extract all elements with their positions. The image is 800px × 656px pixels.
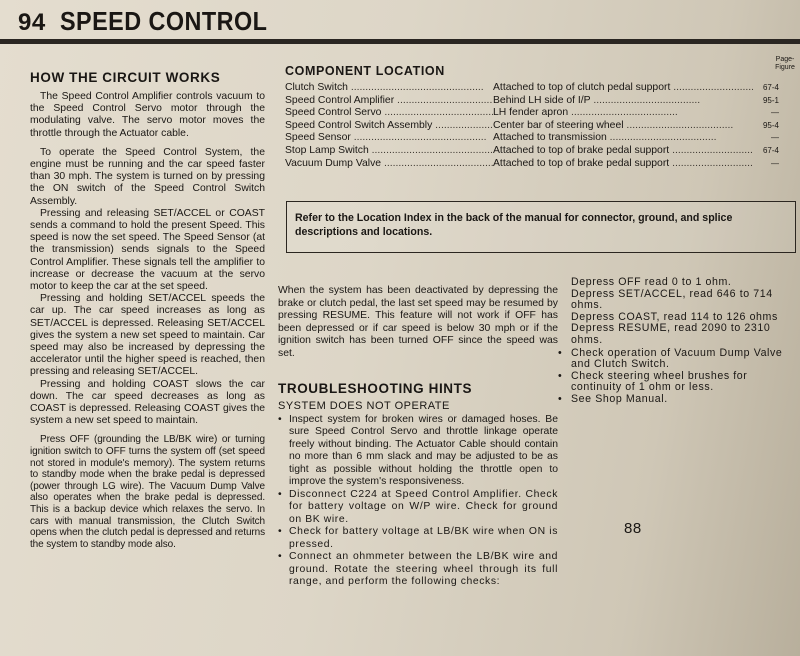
how-paragraph-4: Pressing and holding SET/ACCEL speeds the car up. The car speed increases as long as SET/ACCEL is depressed. Releasing SET/ACCEL gives the system a new set speed to maintain. Car speed may also be increased by depressing the accelerator until the higher speed is reached, then pressing and releasing SET/ACCEL. xyxy=(30,293,265,378)
how-paragraph-5: Pressing and holding COAST slows the car down. The car speed decreases as long as COAST is depressed. Releasing COAST gives the system a new set speed to maintain. xyxy=(30,378,265,427)
component-location: Attached to transmission ..... xyxy=(493,132,753,145)
component-name: Stop Lamp Switch ..... xyxy=(285,145,493,158)
table-row xyxy=(285,145,790,158)
how-circuit-works-column xyxy=(30,70,265,550)
component-location: LH fender apron ..... xyxy=(493,107,753,120)
check-line: Depress RESUME, read 2090 to 2310 xyxy=(571,322,771,335)
how-paragraph-3: Pressing and releasing SET/ACCEL or COAST sends a command to hold the present Speed. This speed is now the set speed. The Speed Sensor (at the transmission) sends signals to the Speed Control Amplifier. These signals tell the amplifier to increase or decrease the vacuum at the servo motor to keep the car at the set speed. xyxy=(30,207,265,293)
component-page: — xyxy=(771,108,779,118)
ohmmeter-checks-column xyxy=(558,277,798,406)
resume-and-troubleshooting-column xyxy=(278,285,558,589)
component-name: Clutch Switch ..... xyxy=(285,82,493,95)
check-line: ohms. xyxy=(571,333,603,346)
table-row xyxy=(285,95,790,108)
troubleshooting-heading: TROUBLESHOOTING HINTS xyxy=(278,380,473,396)
list-item: • Inspect system for broken wires or damaged hoses. Be sure Speed Control Servo and throttle linkage operate freely without binding. The Actuator Cable should contain no more than 6 mm slack and may be adjusted to be as tight as possible without holding the throttle open to improve the system's responsiveness. xyxy=(278,414,558,489)
table-row xyxy=(285,107,790,120)
component-page: — xyxy=(771,158,779,168)
page-number: 94 xyxy=(18,9,46,36)
how-paragraph-2: To operate the Speed Control System, the engine must be running and the car speed faster than 30 mph. The system is turned on by pressing the ON switch of the Speed Control Switch Assembly. xyxy=(30,146,265,207)
list-item: • Connect an ohmmeter between the LB/BK wire and ground. Rotate the steering wheel through its full range, and perform the following checks: xyxy=(278,551,558,589)
check-line: ohms. xyxy=(571,299,603,312)
list-item: • Check operation of Vacuum Dump Valve and Clutch Switch. xyxy=(558,348,798,371)
component-location-heading: COMPONENT LOCATION xyxy=(285,64,445,78)
component-page: 67-4 xyxy=(762,83,779,92)
how-paragraph-1: The Speed Control Amplifier controls vacuum to the Speed Control Servo motor through the modulating valve. The servo motor moves the throttle through the Actuator cable. xyxy=(30,91,265,139)
page-header xyxy=(18,6,290,40)
table-row xyxy=(285,132,790,145)
list-item: • Check for battery voltage at LB/BK wire when ON is pressed. xyxy=(278,526,558,551)
header-rule xyxy=(0,39,800,44)
resume-paragraph: When the system has been deactivated by depressing the brake or clutch pedal, the last set speed may be resumed by pressing RESUME. This feature will not work if OFF has been depressed or if car speed is below 30 mph or if the ignition switch has been turned OFF since the speed was set. xyxy=(278,285,558,359)
component-name: Speed Control Servo ..... xyxy=(285,107,493,120)
component-location: Attached to top of brake pedal support ..... xyxy=(493,145,753,158)
component-location: Behind LH side of I/P ..... xyxy=(493,95,753,108)
component-page: 95-4 xyxy=(762,120,779,130)
how-paragraph-6: Press OFF (grounding the LB/BK wire) or turning ignition switch to OFF turns the system off (set speed not stored in module's memory). The system returns to standby mode when the brake pedal is depressed (power through LG wire). The Vacuum Dump Valve also operates when the brake pedal is depressed. This is a backup device which relaxes the servo. In cars with manual transmission, the Clutch Switch opens when the clutch pedal is depressed and returns the system to standby mode also. xyxy=(30,434,265,550)
component-name: Speed Sensor ..... xyxy=(285,132,493,145)
component-page: 95-1 xyxy=(762,95,779,105)
additional-hints-list xyxy=(558,348,798,406)
component-location: Attached to top of clutch pedal support ..... xyxy=(493,82,753,95)
table-row xyxy=(285,82,790,95)
check-line: Depress OFF read 0 to 1 ohm. xyxy=(571,276,732,288)
check-line: Depress COAST, read 114 to 126 ohms xyxy=(571,310,778,323)
list-item: • Check steering wheel brushes for continuity of 1 ohm or less. xyxy=(558,371,798,394)
check-line: Depress SET/ACCEL, read 646 to 714 xyxy=(571,287,773,300)
list-item: • See Shop Manual. xyxy=(558,394,798,406)
how-circuit-works-heading: HOW THE CIRCUIT WORKS xyxy=(30,70,221,85)
page-figure-heading: Page-Figure xyxy=(775,56,795,71)
troubleshooting-subheading: SYSTEM DOES NOT OPERATE xyxy=(278,399,450,412)
component-page: — xyxy=(771,133,779,143)
component-location: Attached to top of brake pedal support ..... xyxy=(493,158,753,171)
troubleshooting-list xyxy=(278,414,558,589)
list-item: • Disconnect C224 at Speed Control Amplifier. Check for battery voltage on W/P wire. Check for ground on BK wire. xyxy=(278,489,558,527)
component-location-table xyxy=(285,64,790,170)
component-location: Center bar of steering wheel ..... xyxy=(493,120,753,133)
section-title: SPEED CONTROL xyxy=(59,6,268,36)
component-name: Speed Control Amplifier ..... xyxy=(285,95,493,108)
component-name: Vacuum Dump Valve ..... xyxy=(285,158,493,171)
component-page: 67-4 xyxy=(762,145,779,155)
handwritten-page-number: 88 xyxy=(624,520,642,537)
component-name: Speed Control Switch Assembly ..... xyxy=(285,120,493,133)
location-index-note: Refer to the Location Index in the back of the manual for connector, ground, and splice descriptions and locations. xyxy=(286,201,796,253)
table-row xyxy=(285,120,790,133)
table-row xyxy=(285,158,790,171)
